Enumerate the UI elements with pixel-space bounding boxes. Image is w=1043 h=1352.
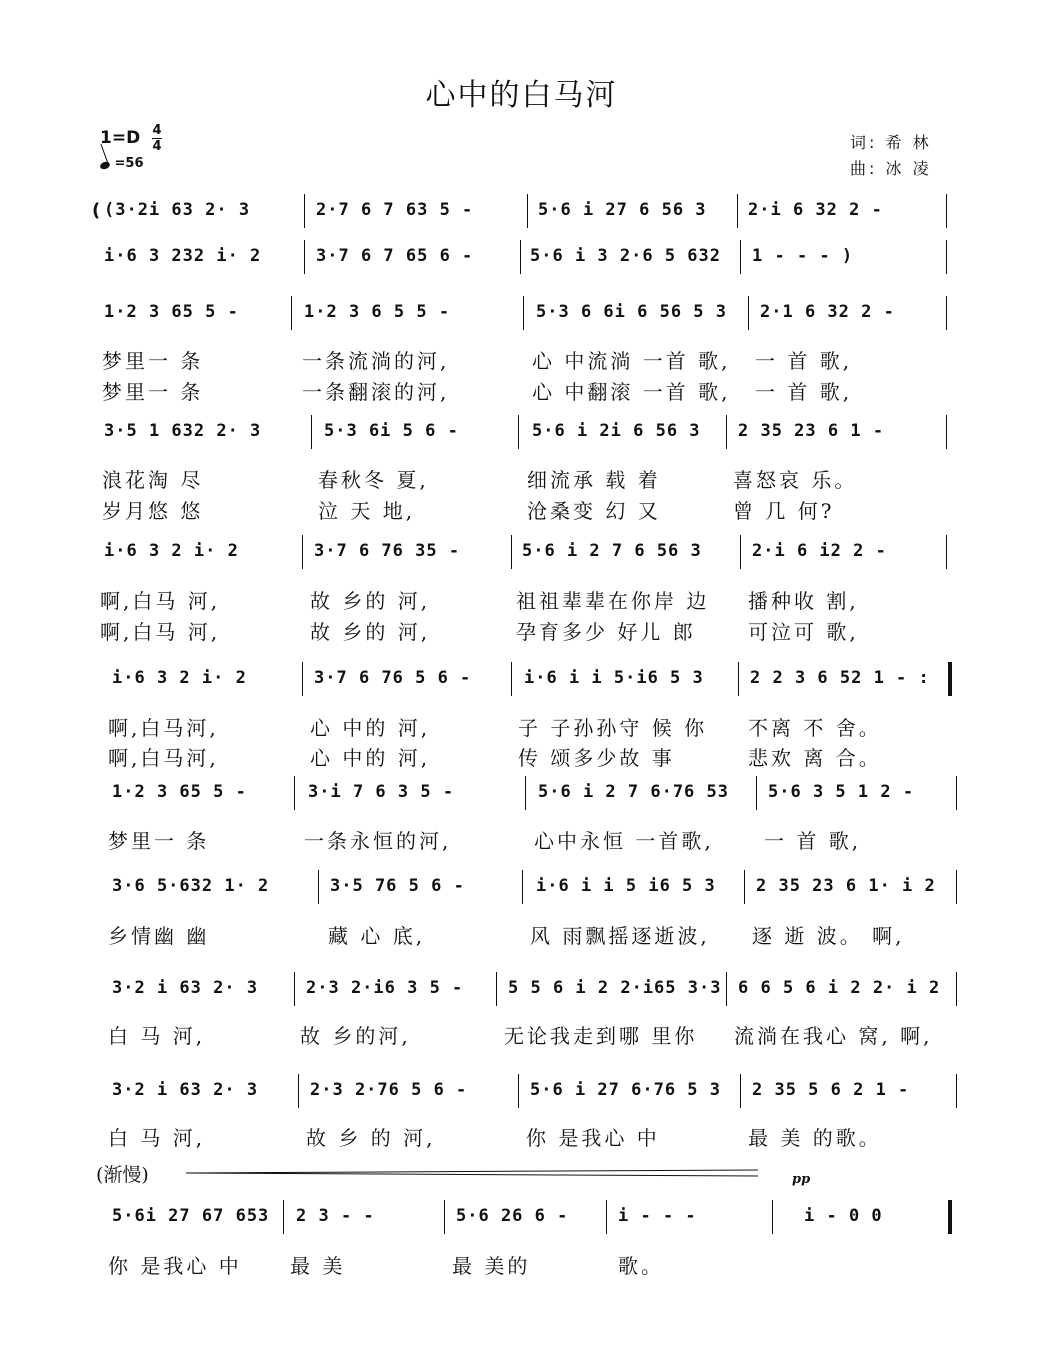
lyric-line: [0, 464, 1043, 490]
bar-line: [956, 972, 957, 1006]
notation-row: [0, 302, 1043, 342]
bar-line: [294, 776, 295, 810]
lyric-segment: 无论我走到哪 里你: [504, 1024, 698, 1048]
lyric-segment: 白 马 河,: [108, 1024, 206, 1048]
bar-line: [756, 776, 757, 810]
measure: 5·6 26 6 -: [456, 1206, 569, 1226]
lyric-segment: 悲欢 离 合。: [748, 746, 882, 770]
measure: 3·2 i 63 2· 3: [112, 978, 259, 998]
bar-line: [772, 1200, 773, 1234]
measure: i - 0 0: [804, 1206, 883, 1226]
measure: 2 3 - -: [296, 1206, 375, 1226]
measure: 2 35 23 6 1 -: [738, 421, 885, 441]
measure: 3·5 1 632 2· 3: [104, 421, 262, 441]
lyric-segment: 沧桑变 幻 又: [527, 499, 661, 523]
notation-row: [0, 1080, 1043, 1120]
measure: i - - -: [618, 1206, 697, 1226]
measure: i·6 i i 5 i6 5 3: [536, 876, 716, 896]
measure: i·6 i i 5·i6 5 3: [524, 668, 704, 688]
lyric-segment: 梦里一 条: [102, 349, 204, 373]
lyric-line: [0, 825, 1043, 851]
credits: [850, 130, 932, 182]
dynamic-pianissimo: pp: [792, 1172, 811, 1187]
lyric-segment: 一条流淌的河,: [302, 349, 450, 373]
repeat-end-bar: [948, 662, 952, 696]
lyric-segment: 啊,白马河,: [108, 716, 219, 740]
time-top: 4: [152, 123, 162, 138]
lyric-segment: 歌。: [618, 1254, 664, 1278]
measure: 5·6 i 2i 6 56 3: [532, 421, 701, 441]
notation-row: [0, 541, 1043, 581]
bar-line: [298, 1074, 299, 1108]
bar-line: [518, 1074, 519, 1108]
lyric-segment: 可泣可 歌,: [748, 620, 859, 644]
lyric-line: [0, 345, 1043, 371]
lyric-line: [0, 376, 1043, 402]
bar-line: [496, 972, 497, 1006]
bar-line: [740, 1074, 741, 1108]
bar-line: [737, 194, 738, 228]
lyric-segment: 一条翻滚的河,: [302, 380, 450, 404]
lyric-segment: 心 中流淌 一首 歌,: [532, 349, 731, 373]
bar-line: [522, 870, 523, 904]
lyric-line: [0, 712, 1043, 738]
lyric-line: [0, 585, 1043, 611]
lyric-line: [0, 920, 1043, 946]
measure: 1·2 3 65 5 -: [104, 302, 239, 322]
measure: 5·3 6i 5 6 -: [324, 421, 459, 441]
lyric-segment: 逐 逝 波。 啊,: [752, 924, 905, 948]
bar-line: [748, 296, 749, 330]
measure: 2 35 5 6 2 1 -: [752, 1080, 910, 1100]
measure: 3·i 7 6 3 5 -: [308, 782, 455, 802]
lyric-line: [0, 1250, 1043, 1276]
bar-line: [744, 870, 745, 904]
lyric-segment: 一 首 歌,: [764, 829, 862, 853]
lyric-segment: 白 马 河,: [108, 1126, 206, 1150]
bar-line: [304, 194, 305, 228]
bar-line: [956, 1074, 957, 1108]
measure: 3·2 i 63 2· 3: [112, 1080, 259, 1100]
lyric-segment: 啊,白马 河,: [100, 589, 221, 613]
lyric-segment: 一 首 歌,: [755, 380, 853, 404]
lyric-segment: 春秋冬 夏,: [318, 468, 429, 492]
measure: 3·5 76 5 6 -: [330, 876, 465, 896]
lyric-segment: 故 乡 的 河,: [306, 1126, 436, 1150]
key-signature: 1=D: [100, 128, 141, 148]
lyric-segment: 传 颂多少故 事: [518, 746, 675, 770]
lyric-line: [0, 616, 1043, 642]
measure: i·6 3 2 i· 2: [104, 541, 239, 561]
lyric-segment: 曾 几 何?: [733, 499, 835, 523]
lyric-segment: 心 中的 河,: [310, 716, 431, 740]
measure: 5·6 3 5 1 2 -: [768, 782, 915, 802]
measure: 5·6 i 27 6·76 5 3: [530, 1080, 721, 1100]
lyric-line: [0, 742, 1043, 768]
lyric-segment: 子 子孙孙守 候 你: [518, 716, 708, 740]
notation-row: [0, 421, 1043, 461]
lyric-segment: 你 是我心 中: [108, 1254, 242, 1278]
bar-line: [291, 296, 292, 330]
lyric-segment: 最 美: [290, 1254, 346, 1278]
bar-line: [946, 240, 947, 274]
lyric-segment: 梦里一 条: [102, 380, 204, 404]
notation-row: [0, 246, 1043, 286]
measure: (3·2i 63 2· 3: [104, 200, 251, 220]
ritardando-line: [186, 1168, 758, 1178]
notation-row: [0, 1206, 1043, 1246]
measure: 2·i 6 32 2 -: [748, 200, 883, 220]
bar-line: [283, 1200, 284, 1234]
measure: 2·7 6 7 63 5 -: [316, 200, 474, 220]
lyric-line: [0, 1122, 1043, 1148]
measure: 5·6 i 3 2·6 5 632: [530, 246, 721, 266]
bar-line: [518, 415, 519, 449]
lyric-segment: 流淌在我心 窝, 啊,: [734, 1024, 933, 1048]
time-bottom: 4: [152, 139, 162, 154]
lyric-segment: 藏 心 底,: [328, 924, 426, 948]
lyric-segment: 故 乡的 河,: [310, 589, 431, 613]
measure: 3·7 6 76 5 6 -: [314, 668, 472, 688]
tempo-marking: [100, 156, 144, 171]
bar-line: [946, 296, 947, 330]
measure: 2·3 2·76 5 6 -: [310, 1080, 468, 1100]
lyric-segment: 一条永恒的河,: [304, 829, 452, 853]
notation-row: [0, 876, 1043, 916]
measure: 5·6 i 2 7 6 56 3: [522, 541, 702, 561]
lyric-segment: 细流承 载 着: [527, 468, 661, 492]
measure: i·6 3 232 i· 2: [104, 246, 262, 266]
bar-line: [523, 296, 524, 330]
lyric-segment: 不离 不 舍。: [748, 716, 882, 740]
measure: 5·3 6 6i 6 56 5 3: [536, 302, 727, 322]
measure: 2·1 6 32 2 -: [760, 302, 895, 322]
measure: 2 2 3 6 52 1 - :: [750, 668, 930, 688]
bar-line: [726, 972, 727, 1006]
bar-line: [304, 240, 305, 274]
open-paren: (: [92, 200, 101, 221]
bar-line: [302, 662, 303, 696]
lyric-segment: 心 中翻滚 一首 歌,: [532, 380, 731, 404]
bar-line: [956, 870, 957, 904]
lyric-segment: 乡情幽 幽: [108, 924, 210, 948]
song-title: 心中的白马河: [425, 78, 618, 113]
lyric-segment: 最 美的: [452, 1254, 531, 1278]
lyric-segment: 泣 天 地,: [318, 499, 416, 523]
final-bar: [948, 1200, 952, 1234]
lyric-line: [0, 495, 1043, 521]
lyric-segment: 岁月悠 悠: [102, 499, 204, 523]
composer: 曲: 冰 凌: [850, 159, 932, 178]
bar-line: [444, 1200, 445, 1234]
bar-line: [946, 535, 947, 569]
measure: 3·7 6 7 65 6 -: [316, 246, 474, 266]
lyric-segment: 孕育多少 好儿 郎: [516, 620, 696, 644]
measure: 2 35 23 6 1· i 2: [756, 876, 936, 896]
lyric-segment: 心中永恒 一首歌,: [534, 829, 714, 853]
measure: 5 5 6 i 2 2·i65 3·3: [508, 978, 722, 998]
bar-line: [527, 194, 528, 228]
lyric-segment: 故 乡的河,: [300, 1024, 411, 1048]
bar-line: [606, 1200, 607, 1234]
tempo-value: =56: [114, 156, 144, 171]
lyric-line: [0, 1020, 1043, 1046]
bar-line: [511, 662, 512, 696]
measure: 5·6 i 27 6 56 3: [538, 200, 707, 220]
lyric-segment: 梦里一 条: [108, 829, 210, 853]
measure: 2·3 2·i6 3 5 -: [306, 978, 464, 998]
lyric-segment: 你 是我心 中: [526, 1126, 660, 1150]
measure: 1·2 3 65 5 -: [112, 782, 247, 802]
measure: 1·2 3 6 5 5 -: [304, 302, 451, 322]
notation-row: [0, 668, 1043, 708]
quarter-note-icon: [99, 161, 111, 171]
lyric-segment: 播种收 割,: [748, 589, 859, 613]
tempo-ritardando: (渐慢): [96, 1164, 149, 1186]
lyric-segment: 一 首 歌,: [755, 349, 853, 373]
lyricist: 词: 希 林: [850, 133, 932, 152]
lyric-segment: 啊,白马河,: [108, 746, 219, 770]
lyric-segment: 心 中的 河,: [310, 746, 431, 770]
bar-line: [738, 662, 739, 696]
bar-line: [520, 240, 521, 274]
notation-row: [0, 200, 1043, 240]
lyric-segment: 祖祖辈辈在你岸 边: [516, 589, 710, 613]
measure: 2·i 6 i2 2 -: [752, 541, 887, 561]
measure: 5·6 i 2 7 6·76 53: [538, 782, 729, 802]
lyric-segment: 啊,白马 河,: [100, 620, 221, 644]
bar-line: [294, 972, 295, 1006]
time-signature: [152, 124, 162, 153]
bar-line: [946, 194, 947, 228]
bar-line: [740, 535, 741, 569]
measure: 1 - - - ): [752, 246, 854, 266]
bar-line: [302, 535, 303, 569]
measure: i·6 3 2 i· 2: [112, 668, 247, 688]
measure: 3·7 6 76 35 -: [314, 541, 461, 561]
bar-line: [511, 535, 512, 569]
bar-line: [740, 240, 741, 274]
bar-line: [946, 415, 947, 449]
lyric-segment: 故 乡的 河,: [310, 620, 431, 644]
lyric-segment: 浪花淘 尽: [102, 468, 204, 492]
notation-row: [0, 978, 1043, 1018]
bar-line: [525, 776, 526, 810]
measure: 5·6i 27 67 653: [112, 1206, 270, 1226]
notation-row: [0, 782, 1043, 822]
measure: 3·6 5·632 1· 2: [112, 876, 270, 896]
measure: 6 6 5 6 i 2 2· i 2: [738, 978, 941, 998]
lyric-segment: 风 雨飘摇逐逝波,: [530, 924, 710, 948]
bar-line: [311, 415, 312, 449]
lyric-segment: 喜怒哀 乐。: [733, 468, 858, 492]
bar-line: [318, 870, 319, 904]
bar-line: [956, 776, 957, 810]
bar-line: [726, 415, 727, 449]
lyric-segment: 最 美 的歌。: [748, 1126, 882, 1150]
